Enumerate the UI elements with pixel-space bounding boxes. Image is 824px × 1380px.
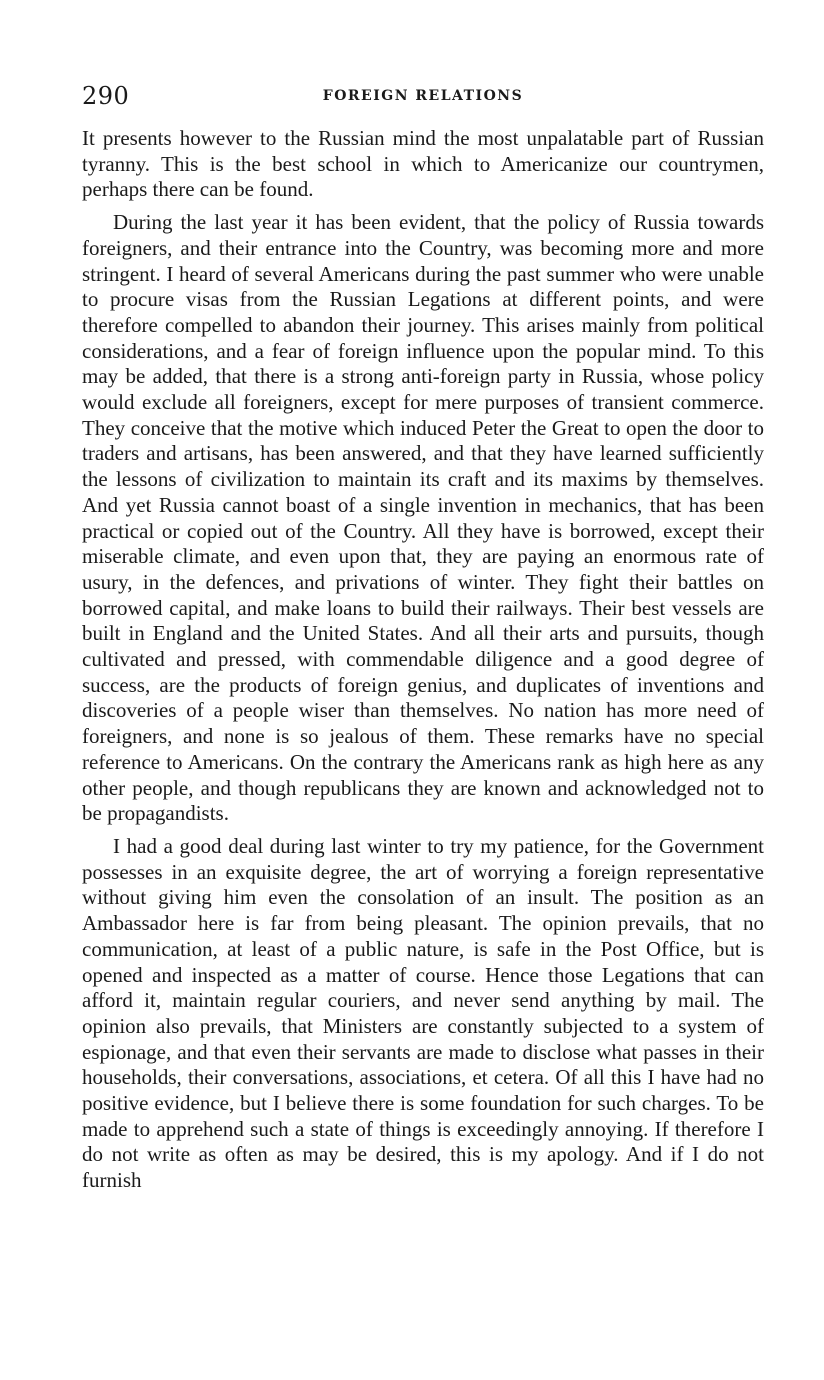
running-header bbox=[82, 82, 764, 112]
page-number: 290 bbox=[82, 82, 130, 110]
paragraph: During the last year it has been evident, that the policy of Russia towards foreigners, and their entrance into the Country, was becoming more and more stringent. I heard of several Americans during the past summer who were unable to procure visas from the Russian Legations at different points, and were therefore compelled to abandon their journey. This arises mainly from political considerations, and a fear of foreign influence upon the popular mind. To this may be added, that there is a strong anti-foreign party in Russia, whose policy would exclude all foreigners, except for mere purposes of transient commerce. They conceive that the motive which induced Peter the Great to open the door to traders and artisans, has been answered, and that they have learned sufficiently the lessons of civilization to maintain its craft and its maxims by themselves. And yet Russia cannot boast of a single invention in mechanics, that has been practical or copied out of the Country. All they have is borrowed, except their miserable climate, and even upon that, they are paying an enormous rate of usury, in the defences, and privations of winter. They fight their battles on borrowed capital, and make loans to build their railways. Their best vessels are built in England and the United States. And all their arts and pursuits, though cultivated and pressed, with commendable diligence and a good degree of success, are the products of foreign genius, and duplicates of inventions and discoveries of a people wiser than themselves. No nation has more need of foreigners, and none is so jealous of them. These remarks have no special reference to Americans. On the contrary the Americans rank as high here as any other people, and though republicans they are known and acknowledged not to be propagandists. bbox=[82, 210, 764, 826]
document-page bbox=[82, 82, 764, 1201]
paragraph-continued: It presents however to the Russian mind the most unpalatable part of Russian tyranny. This is the best school in which to Americanize our countrymen, perhaps there can be found. bbox=[82, 126, 764, 202]
body-text bbox=[82, 126, 764, 1194]
running-title: FOREIGN RELATIONS bbox=[322, 88, 524, 104]
paragraph: I had a good deal during last winter to try my patience, for the Government possesses in an exquisite degree, the art of worrying a foreign representative without giving him even the consolation of an insult. The position as an Ambassador here is far from being pleasant. The opinion prevails, that no communication, at least of a public nature, is safe in the Post Office, but is opened and inspected as a matter of course. Hence those Legations that can afford it, maintain regular couriers, and never send anything by mail. The opinion also prevails, that Ministers are constantly subjected to a system of espionage, and that even their servants are made to disclose what passes in their households, their conversations, associations, et cetera. Of all this I have had no positive evidence, but I believe there is some foundation for such charges. To be made to apprehend such a state of things is exceedingly annoying. If therefore I do not write as often as may be desired, this is my apology. And if I do not furnish bbox=[82, 833, 764, 1193]
